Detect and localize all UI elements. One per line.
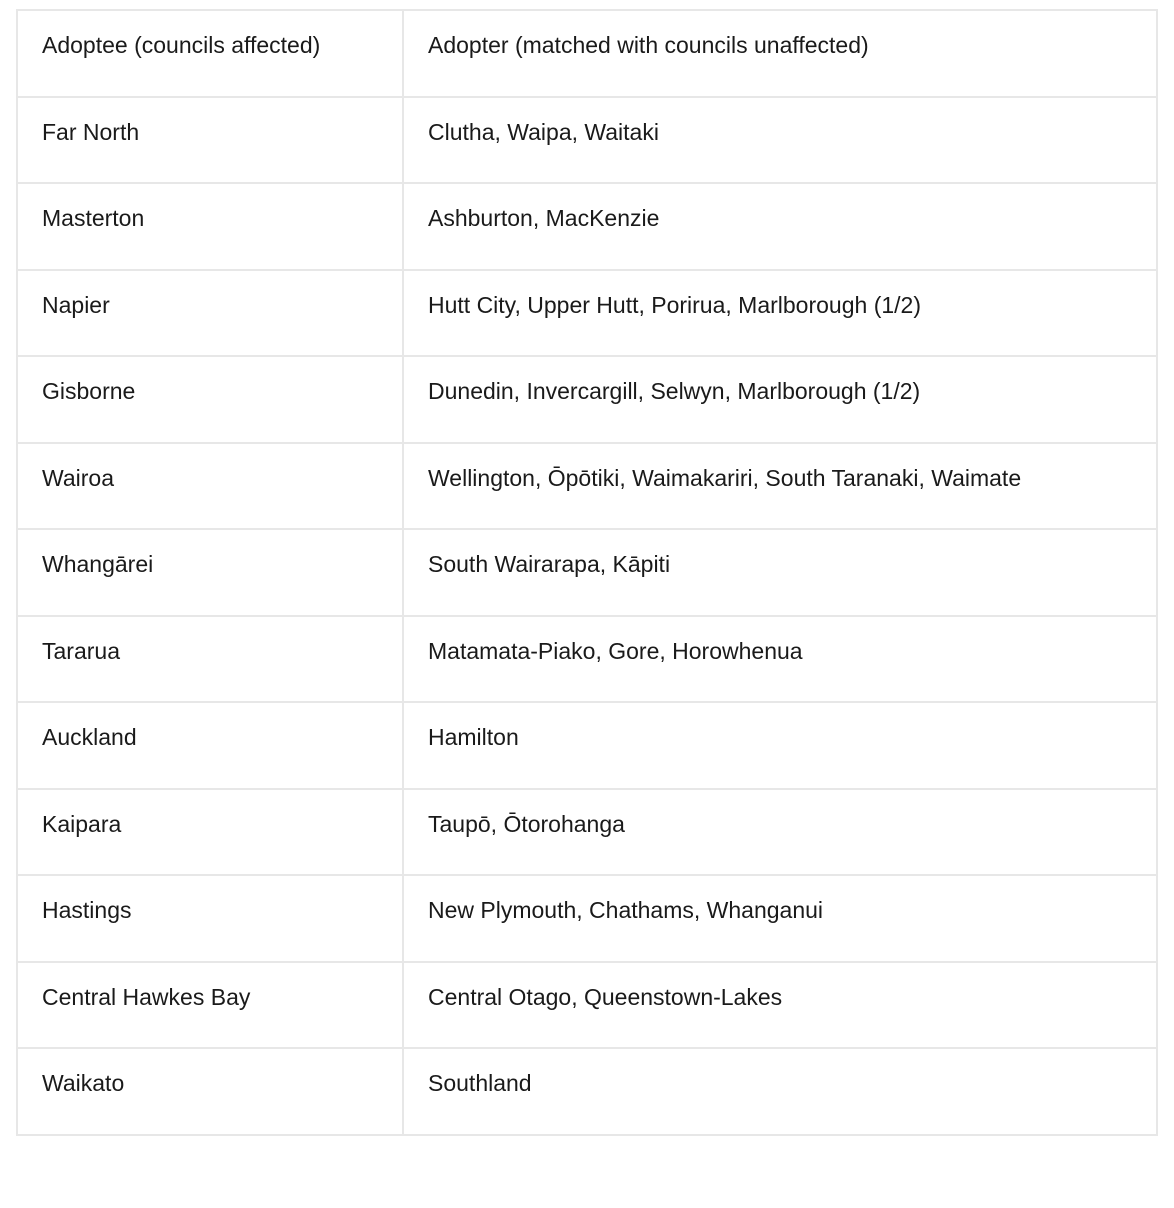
adopter-names: Matamata-Piako, Gore, Horowhenua	[428, 637, 803, 664]
adopter-names: Taupō, Ōtorohanga	[428, 810, 625, 837]
table-row	[17, 702, 1157, 789]
adoptee-cell	[17, 183, 403, 270]
adopter-cell	[403, 702, 1157, 789]
adoptee-name: Kaipara	[42, 810, 122, 837]
adoptee-cell	[17, 356, 403, 443]
table-row	[17, 875, 1157, 962]
table-row	[17, 789, 1157, 876]
adoptee-name: Hastings	[42, 897, 132, 923]
adoptee-name: Whangārei	[42, 551, 154, 577]
adopter-cell	[403, 183, 1157, 270]
table-row	[17, 616, 1157, 703]
header-adoptee-label: Adoptee (councils affected)	[42, 32, 321, 58]
table-row	[17, 270, 1157, 357]
adopter-names: Hamilton	[428, 724, 519, 750]
adoptee-name: Tararua	[42, 637, 120, 664]
header-adopter-label: Adopter (matched with councils unaffected)	[428, 32, 869, 58]
table-row	[17, 962, 1157, 1049]
adopter-names: Ashburton, MacKenzie	[428, 205, 660, 231]
adoptee-cell	[17, 789, 403, 876]
adoptee-name: Waikato	[42, 1070, 125, 1096]
adopter-names: New Plymouth, Chathams, Whanganui	[428, 897, 824, 923]
adopter-cell	[403, 529, 1157, 616]
adopter-names: Central Otago, Queenstown-Lakes	[428, 983, 783, 1010]
adopter-cell	[403, 789, 1157, 876]
adoptee-name: Napier	[42, 291, 110, 318]
adoptee-cell	[17, 616, 403, 703]
table-row	[17, 97, 1157, 184]
table-row	[17, 356, 1157, 443]
adopter-names: Southland	[428, 1070, 532, 1096]
table-row	[17, 183, 1157, 270]
adopter-cell	[403, 875, 1157, 962]
adoptee-cell	[17, 443, 403, 530]
adopter-cell	[403, 1048, 1157, 1135]
adoptee-cell	[17, 875, 403, 962]
adoption-table-container	[16, 9, 1156, 1136]
adoptee-name: Wairoa	[42, 464, 114, 491]
adoptee-name: Masterton	[42, 205, 145, 231]
table-row	[17, 443, 1157, 530]
table-header-row	[17, 10, 1157, 97]
adopter-names: Clutha, Waipa, Waitaki	[428, 118, 659, 145]
adopter-cell	[403, 443, 1157, 530]
adoptee-name: Auckland	[42, 724, 137, 750]
adoptee-name: Far North	[42, 118, 140, 145]
adopter-cell	[403, 962, 1157, 1049]
adoptee-cell	[17, 97, 403, 184]
adopter-cell	[403, 356, 1157, 443]
header-cell-adoptee	[17, 10, 403, 97]
adoptee-cell	[17, 702, 403, 789]
adoption-table	[16, 9, 1158, 1136]
adoptee-cell	[17, 962, 403, 1049]
table-row	[17, 1048, 1157, 1135]
adopter-names: South Wairarapa, Kāpiti	[428, 551, 671, 577]
adopter-cell	[403, 616, 1157, 703]
adopter-names: Wellington, Ōpōtiki, Waimakariri, South Taranaki, Waimate	[428, 464, 1022, 491]
adopter-names: Dunedin, Invercargill, Selwyn, Marlborough (1/2)	[428, 378, 921, 404]
table-row	[17, 529, 1157, 616]
adoptee-cell	[17, 529, 403, 616]
adoptee-cell	[17, 270, 403, 357]
adopter-cell	[403, 270, 1157, 357]
adopter-names: Hutt City, Upper Hutt, Porirua, Marlborough (1/2)	[428, 291, 921, 318]
adoptee-name: Central Hawkes Bay	[42, 983, 251, 1010]
adoptee-name: Gisborne	[42, 378, 136, 404]
header-cell-adopter	[403, 10, 1157, 97]
adopter-cell	[403, 97, 1157, 184]
adoptee-cell	[17, 1048, 403, 1135]
